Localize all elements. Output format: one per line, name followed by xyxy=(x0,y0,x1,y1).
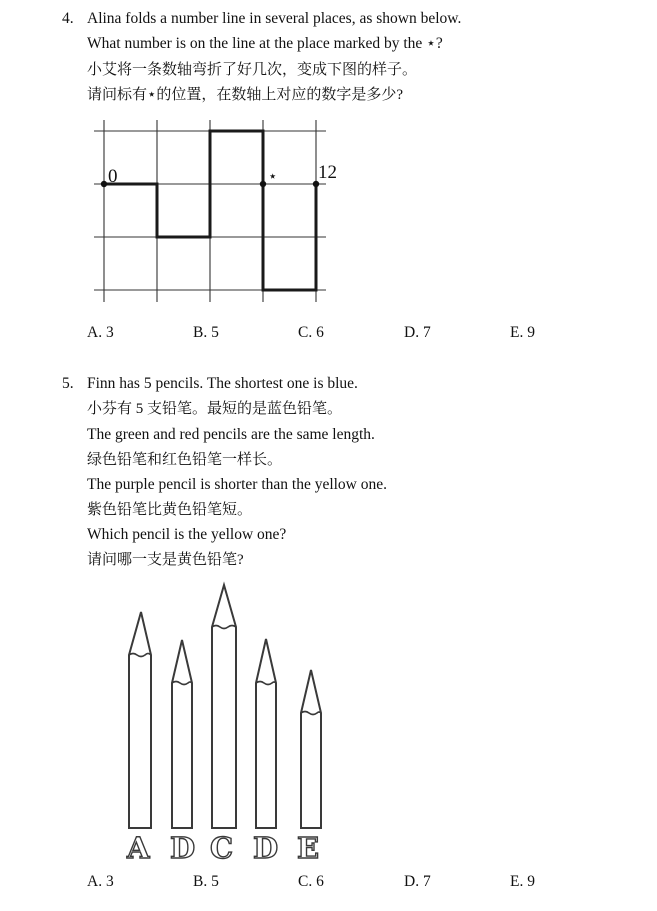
q5-line-1: Finn has 5 pencils. The shortest one is blue. xyxy=(87,375,358,392)
q5-line-7: Which pencil is the yellow one? xyxy=(87,526,287,543)
q5-choice-c[interactable]: C. 6 xyxy=(298,873,324,890)
pencil-d-second xyxy=(256,639,276,828)
q5-line-4: 绿色铅笔和红色铅笔一样长。 xyxy=(87,452,283,468)
q5-choice-b[interactable]: B. 5 xyxy=(193,873,219,890)
pencil-c xyxy=(212,585,236,828)
pencil-e xyxy=(301,670,321,828)
q5-line-2: 小芬有 5 支铅笔。最短的是蓝色铅笔。 xyxy=(87,401,343,417)
q4-choice-a[interactable]: A. 3 xyxy=(87,324,114,341)
pencil-label-a: A xyxy=(127,831,150,865)
q4-line-2: What number is on the line at the place marked by the ⋆? xyxy=(87,35,443,52)
q4-choice-d[interactable]: D. 7 xyxy=(404,324,431,341)
pencil-label-d1: D xyxy=(170,831,196,865)
q5-line-5: The purple pencil is shorter than the yellow one. xyxy=(87,476,388,493)
pencil-label-e: E xyxy=(297,831,320,865)
q5-choice-d[interactable]: D. 7 xyxy=(404,873,431,890)
end-label: 12 xyxy=(318,162,337,183)
q4-line-3: 小艾将一条数轴弯折了好几次，变成下图的样子。 xyxy=(87,62,418,78)
q4-line-1: Alina folds a number line in several places, as shown below. xyxy=(87,10,462,27)
q5-choices xyxy=(0,872,657,892)
q4-choice-e[interactable]: E. 9 xyxy=(510,324,535,341)
pencil-label-d2: D xyxy=(253,831,279,865)
star-mark: ⋆ xyxy=(268,169,278,185)
start-label: 0 xyxy=(108,166,118,187)
pencil-a xyxy=(129,612,151,828)
q5-line-3: The green and red pencils are the same length. xyxy=(87,426,375,443)
q4-choice-b[interactable]: B. 5 xyxy=(193,324,219,341)
q5-choice-e[interactable]: E. 9 xyxy=(510,873,535,890)
q4-choice-c[interactable]: C. 6 xyxy=(298,324,324,341)
q4-line-4: 请问标有⋆的位置，在数轴上对应的数字是多少? xyxy=(87,87,404,103)
pencil-label-c: C xyxy=(210,831,234,865)
q5-line-6: 紫色铅笔比黄色铅笔短。 xyxy=(87,502,253,518)
pencil-d-first xyxy=(172,640,192,828)
q4-number: 4. xyxy=(62,10,74,27)
q5-choice-a[interactable]: A. 3 xyxy=(87,873,114,890)
q5-line-8: 请问哪一支是黄色铅笔? xyxy=(87,552,244,568)
q5-number: 5. xyxy=(62,375,74,392)
